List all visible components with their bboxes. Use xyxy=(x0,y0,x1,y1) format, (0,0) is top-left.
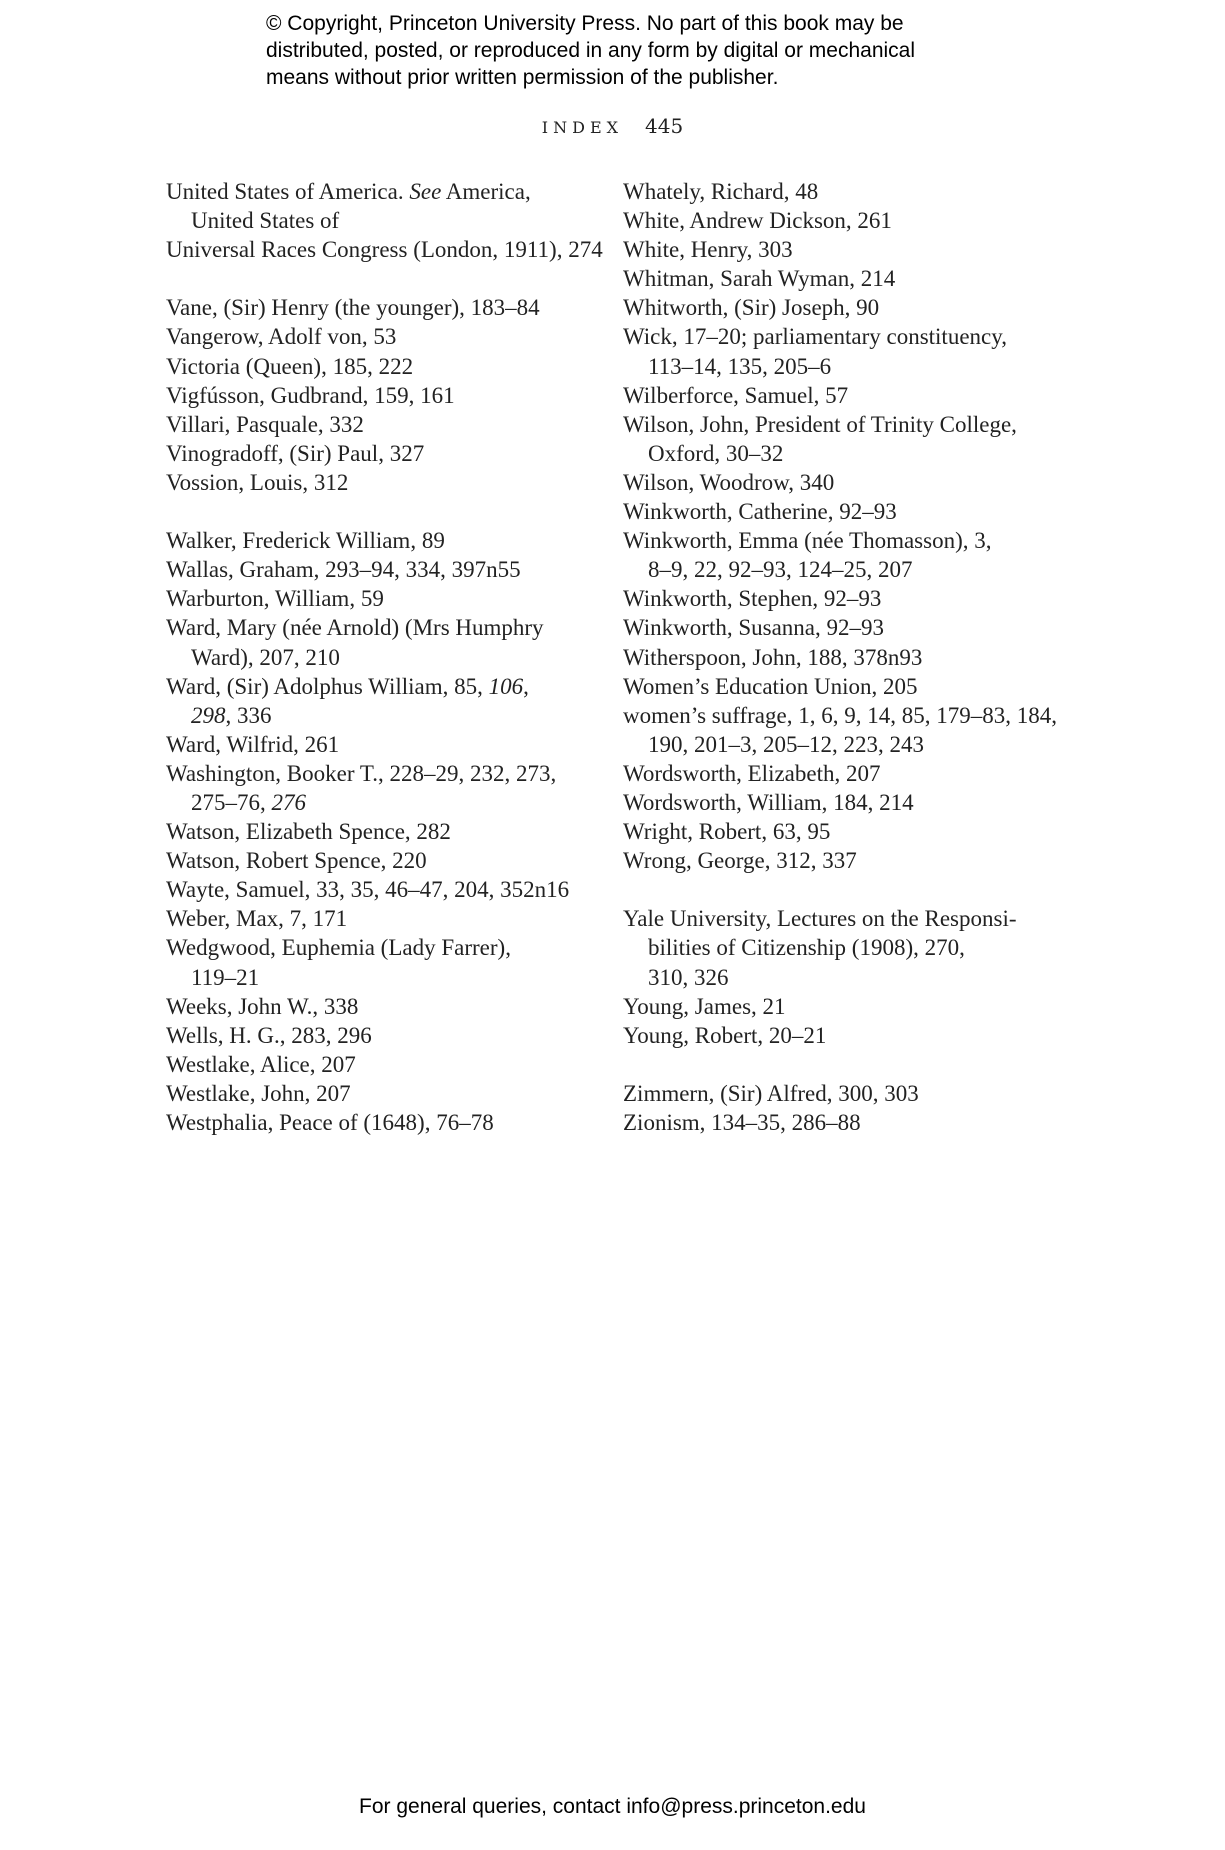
running-head xyxy=(0,114,1225,138)
index-entry: Wordsworth, William, 184, 214 xyxy=(623,789,914,815)
index-entry: Walker, Frederick William, 89 xyxy=(166,528,445,554)
index-entry: Whately, Richard, 48 xyxy=(623,179,819,204)
running-head-label: INDEX xyxy=(541,118,624,137)
index-entry: Wells, H. G., 283, 296 xyxy=(166,1022,372,1048)
index-entry: Vangerow, Adolf von, 53 xyxy=(166,324,397,350)
index-entry: Wallas, Graham, 293–94, 334, 397n55 xyxy=(166,557,521,583)
index-entry: Westphalia, Peace of (1648), 76–78 xyxy=(166,1110,494,1135)
index-entry: Wright, Robert, 63, 95 xyxy=(623,819,831,845)
index-entry: Weber, Max, 7, 171 xyxy=(166,906,348,932)
index-entry: Vinogradoff, (Sir) Paul, 327 xyxy=(166,440,425,466)
index-entry: Vigfússon, Gudbrand, 159, 161 xyxy=(166,382,455,408)
letter-group-gap xyxy=(166,264,596,293)
index-entry: White, Henry, 303 xyxy=(623,237,793,263)
index-entry: White, Andrew Dickson, 261 xyxy=(623,208,892,234)
index-entry: Warburton, William, 59 xyxy=(166,586,384,612)
letter-group-gap xyxy=(623,1050,1043,1079)
index-entry: Witherspoon, John, 188, 378n93 xyxy=(623,644,923,670)
letter-group-gap xyxy=(623,875,1043,904)
copyright-notice xyxy=(266,10,986,91)
index-entry: Westlake, Alice, 207 xyxy=(166,1051,356,1077)
index-entry: Washington, Booker T., 228–29, 232, 273, 275–76, 276 xyxy=(166,760,557,815)
index-entry: Young, Robert, 20–21 xyxy=(623,1022,827,1048)
index-entry: Ward, (Sir) Adolphus William, 85, 106, 298, 336 xyxy=(166,673,529,728)
index-entry: United States of America. See America, United States of xyxy=(166,179,531,234)
index-entry: Watson, Elizabeth Spence, 282 xyxy=(166,819,451,845)
copyright-line: distributed, posted, or reproduced in any form by digital or mechanical xyxy=(266,39,916,62)
index-entry: Wilson, John, President of Trinity College, Oxford, 30–32 xyxy=(623,411,1017,466)
index-entry: Zimmern, (Sir) Alfred, 300, 303 xyxy=(623,1080,919,1106)
index-entry: Zionism, 134–35, 286–88 xyxy=(623,1110,861,1135)
index-entry: Winkworth, Catherine, 92–93 xyxy=(623,499,897,525)
index-entry: Wrong, George, 312, 337 xyxy=(623,848,857,874)
index-entry: Villari, Pasquale, 332 xyxy=(166,411,364,437)
index-entry: Winkworth, Stephen, 92–93 xyxy=(623,586,882,612)
index-entry: Wilberforce, Samuel, 57 xyxy=(623,382,849,408)
index-entry: Vossion, Louis, 312 xyxy=(166,469,349,495)
index-entry: Winkworth, Emma (née Thomasson), 3, 8–9, 22, 92–93, 124–25, 207 xyxy=(623,528,992,583)
index-entry: Watson, Robert Spence, 220 xyxy=(166,848,427,874)
index-entry: Wordsworth, Elizabeth, 207 xyxy=(623,760,881,786)
copyright-line: © Copyright, Princeton University Press. No part of this book may be xyxy=(266,12,904,35)
index-entry: Whitman, Sarah Wyman, 214 xyxy=(623,266,896,292)
index-entry: Young, James, 21 xyxy=(623,993,786,1019)
index-entry: Weeks, John W., 338 xyxy=(166,993,359,1019)
page-number: 445 xyxy=(645,114,684,138)
index-entry: Yale University, Lectures on the Responsi- bilities of Citizenship (1908), 270, 310, 326 xyxy=(623,906,1017,990)
index-column-left xyxy=(166,177,603,1137)
copyright-line: means without prior written permission of the publisher. xyxy=(266,66,779,89)
index-entry: Wick, 17–20; parliamentary constituency, 113–14, 135, 205–6 xyxy=(623,324,1007,379)
index-column-right xyxy=(623,177,1057,1137)
index-entry: Women’s Education Union, 205 xyxy=(623,673,918,699)
letter-group-gap xyxy=(166,497,596,526)
index-entry: Wayte, Samuel, 33, 35, 46–47, 204, 352n16 xyxy=(166,877,570,903)
index-entry: Wilson, Woodrow, 340 xyxy=(623,469,835,495)
footer-contact: For general queries, contact info@press.princeton.edu xyxy=(359,1795,866,1818)
index-entry: Westlake, John, 207 xyxy=(166,1080,351,1106)
index-entry: Wedgwood, Euphemia (Lady Farrer), 119–21 xyxy=(166,935,511,990)
index-entry: Vane, (Sir) Henry (the younger), 183–84 xyxy=(166,295,540,321)
index-entry: women’s suffrage, 1, 6, 9, 14, 85, 179–83, 184, 190, 201–3, 205–12, 223, 243 xyxy=(623,702,1057,757)
index-entry: Ward, Wilfrid, 261 xyxy=(166,731,340,757)
index-entry: Ward, Mary (née Arnold) (Mrs Humphry Ward), 207, 210 xyxy=(166,615,544,670)
index-entry: Universal Races Congress (London, 1911), 274 xyxy=(166,237,603,263)
index-entry: Winkworth, Susanna, 92–93 xyxy=(623,615,884,641)
index-entry: Whitworth, (Sir) Joseph, 90 xyxy=(623,295,880,321)
index-entry: Victoria (Queen), 185, 222 xyxy=(166,353,414,379)
